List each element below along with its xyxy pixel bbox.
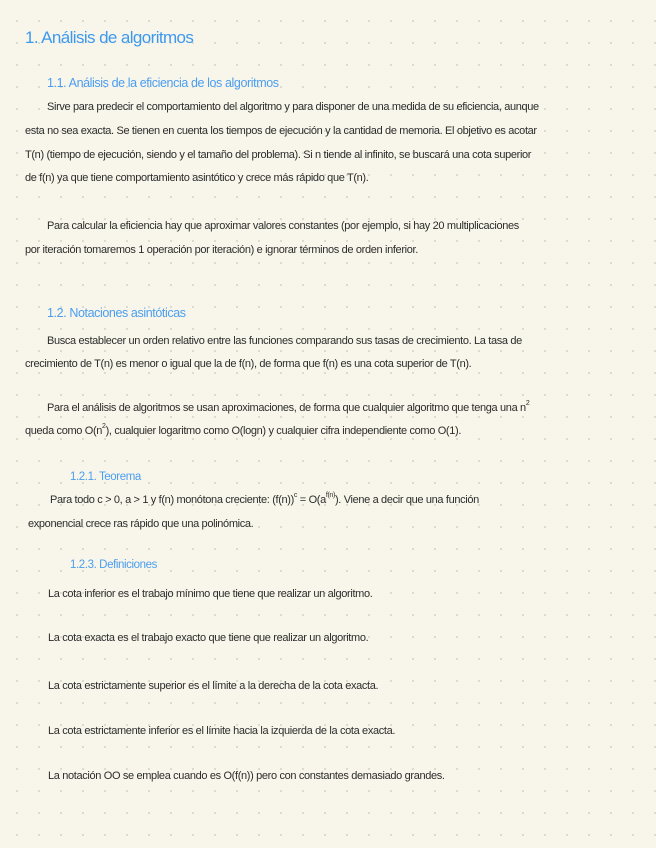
paragraph-line: Para calcular la eficiencia hay que aproximar valores constantes (por ejemplo, si hay 20 multiplicaciones — [47, 220, 519, 232]
definition-item: La cota estrictamente inferior es el límite hacia la izquierda de la cota exacta. — [48, 725, 396, 737]
paragraph-line — [25, 424, 461, 438]
page-title: 1. Análisis de algoritmos — [25, 28, 194, 47]
paragraph-line — [47, 401, 529, 415]
paragraph-line: exponencial crece ras rápido que una polinómica. — [28, 518, 254, 530]
paragraph-line — [50, 493, 479, 507]
superscript: c — [293, 492, 298, 499]
superscript: 2 — [525, 400, 530, 407]
text: Para el análisis de algoritmos se usan aproximaciones, de forma que cualquier algoritmo que tenga una n — [47, 402, 526, 414]
superscript: 2 — [102, 423, 106, 430]
paragraph-line: de f(n) ya que tiene comportamiento asintótico y crece más rápido que T(n). — [25, 172, 369, 184]
text: = O(a — [297, 494, 326, 506]
section-heading-1-2-1: 1.2.1. Teorema — [70, 471, 141, 483]
paragraph-line: T(n) (tiempo de ejecución, siendo y el tamaño del problema). Si n tiende al infinito, se buscará una cota superior — [25, 149, 532, 161]
paragraph-line: esta no sea exacta. Se tienen en cuenta los tiempos de ejecución y la cantidad de memoria. El objetivo es acotar — [25, 125, 537, 137]
text: ). Viene a decir que una función — [334, 494, 479, 506]
definition-item: La notación OO se emplea cuando es O(f(n)) pero con constantes demasiado grandes. — [48, 770, 445, 782]
definition-item: La cota inferior es el trabajo mínimo que tiene que realizar un algoritmo. — [48, 588, 373, 600]
text: Para todo c > 0, a > 1 y f(n) monótona creciente: (f(n)) — [50, 494, 294, 506]
paragraph-line: Sirve para predecir el comportamiento del algoritmo y para disponer de una medida de su eficiencia, aunque — [47, 101, 539, 113]
section-heading-1-2-3: 1.2.3. Definiciones — [70, 559, 158, 571]
paragraph-line: Busca establecer un orden relativo entre las funciones comparando sus tasas de crecimiento. La tasa de — [47, 335, 522, 347]
text: ), cualquier logaritmo como O(logn) y cualquier cifra independiente como O(1). — [105, 425, 462, 437]
paragraph-line: por iteración tomaremos 1 operación por iteración) e ignorar términos de orden inferior. — [25, 244, 418, 256]
paragraph-line: crecimiento de T(n) es menor o igual que la de f(n), de forma que f(n) es una cota superior de T(n). — [25, 358, 472, 370]
superscript: f(n) — [325, 492, 335, 499]
text: queda como O(n — [25, 425, 103, 437]
definition-item: La cota exacta es el trabajo exacto que tiene que realizar un algoritmo. — [48, 632, 369, 644]
section-heading-1-2: 1.2. Notaciones asintóticas — [47, 306, 186, 320]
definition-item: La cota estrictamente superior es el límite a la derecha de la cota exacta. — [48, 680, 379, 692]
section-heading-1-1: 1.1. Análisis de la eficiencia de los algoritmos — [47, 76, 279, 90]
